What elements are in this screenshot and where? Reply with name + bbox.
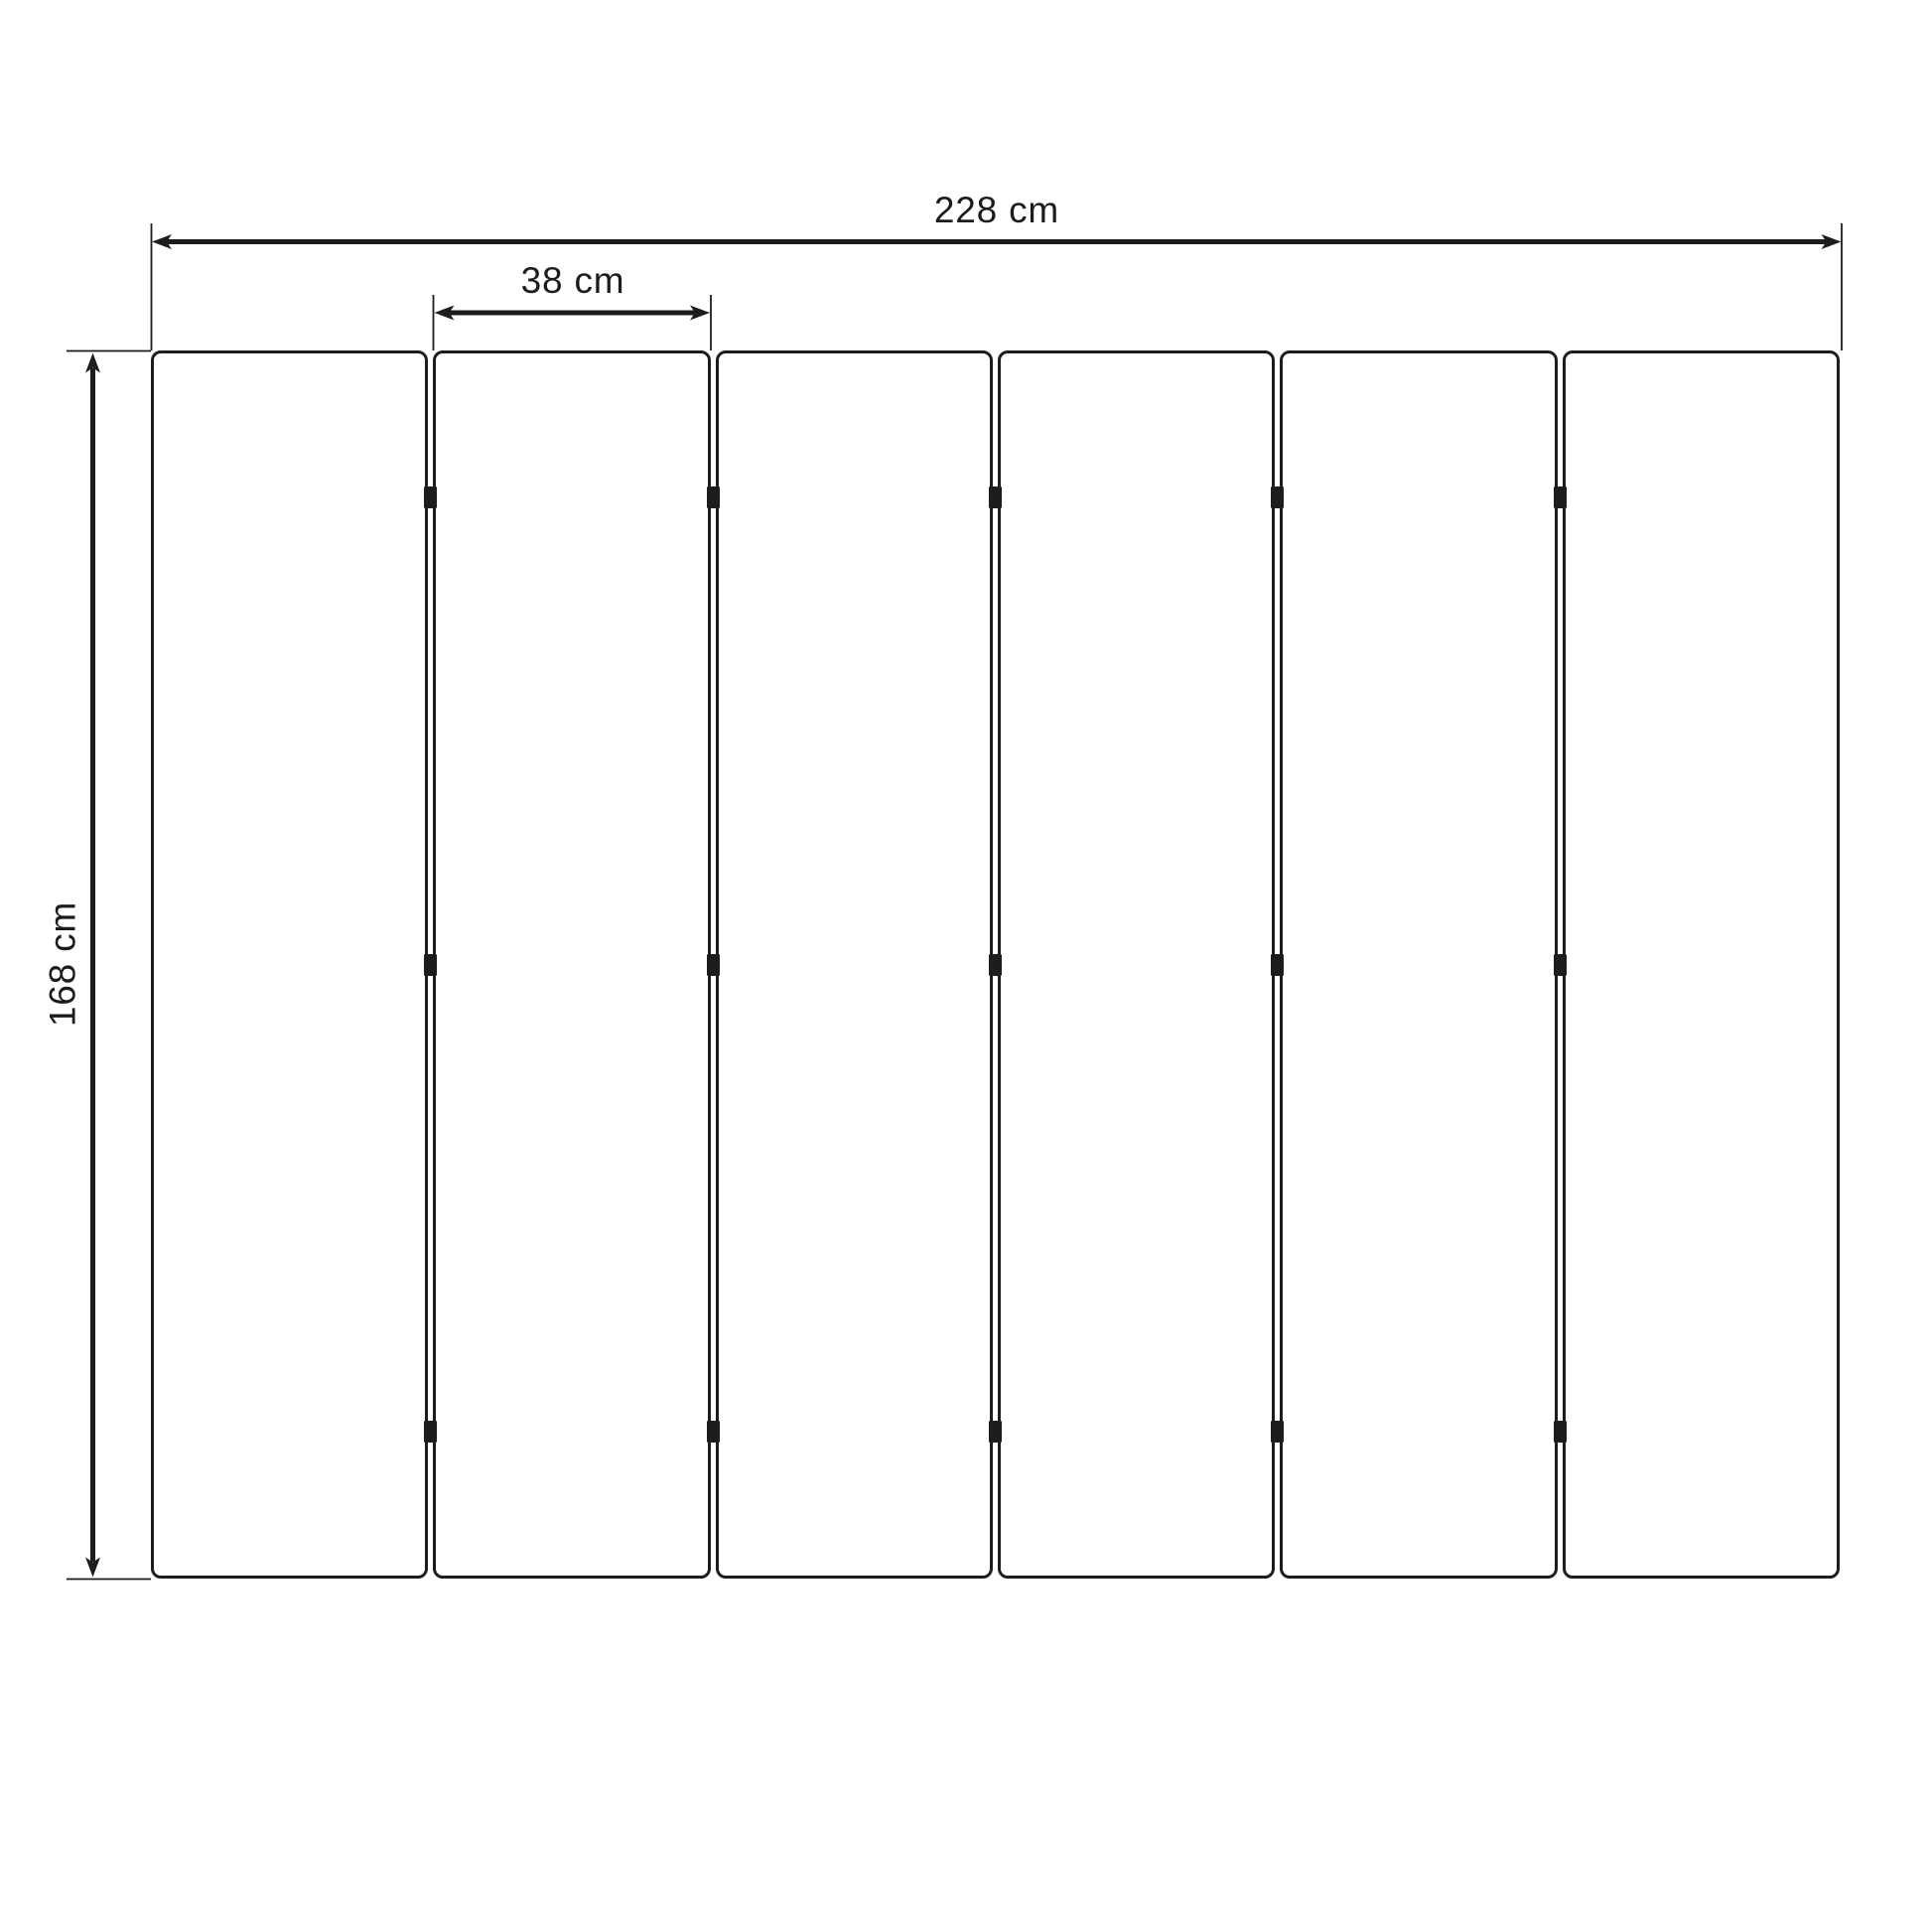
hinge-gap5-row3 [1554, 1421, 1567, 1443]
hinge-gap1-row2 [424, 954, 437, 976]
panel-3 [716, 350, 993, 1579]
hinge-gap2-row1 [707, 486, 720, 508]
hinge-gap3-row1 [989, 486, 1002, 508]
arrowhead-left-icon [435, 306, 455, 321]
panel-5 [1280, 350, 1557, 1579]
hinge-gap5-row2 [1554, 954, 1567, 976]
hinge-gap1-row1 [424, 486, 437, 508]
panel-group [151, 350, 1840, 1579]
hinge-gap4-row3 [1271, 1421, 1284, 1443]
arrowhead-down-icon [85, 1558, 100, 1578]
panel-width-dimension [434, 295, 712, 350]
arrowhead-right-icon [690, 306, 710, 321]
hinge-gap4-row1 [1271, 486, 1284, 508]
hinge-gap3-row3 [989, 1421, 1002, 1443]
hinge-gap2-row3 [707, 1421, 720, 1443]
panel-2 [433, 350, 710, 1579]
hinge-gap5-row1 [1554, 486, 1567, 508]
arrowhead-right-icon [1822, 234, 1842, 249]
arrowhead-up-icon [85, 353, 100, 373]
hinge-gap1-row3 [424, 1421, 437, 1443]
hinge-gap4-row2 [1271, 954, 1284, 976]
panel-6 [1563, 350, 1840, 1579]
hinge-gap3-row2 [989, 954, 1002, 976]
hinge-gap2-row2 [707, 954, 720, 976]
panel-width-label: 38 cm [520, 260, 625, 301]
arrowhead-left-icon [152, 234, 172, 249]
total-width-dimension [152, 223, 1843, 350]
height-label: 168 cm [42, 900, 83, 1028]
panel-1 [151, 350, 428, 1579]
total-width-label: 228 cm [933, 190, 1060, 230]
panel-4 [998, 350, 1275, 1579]
